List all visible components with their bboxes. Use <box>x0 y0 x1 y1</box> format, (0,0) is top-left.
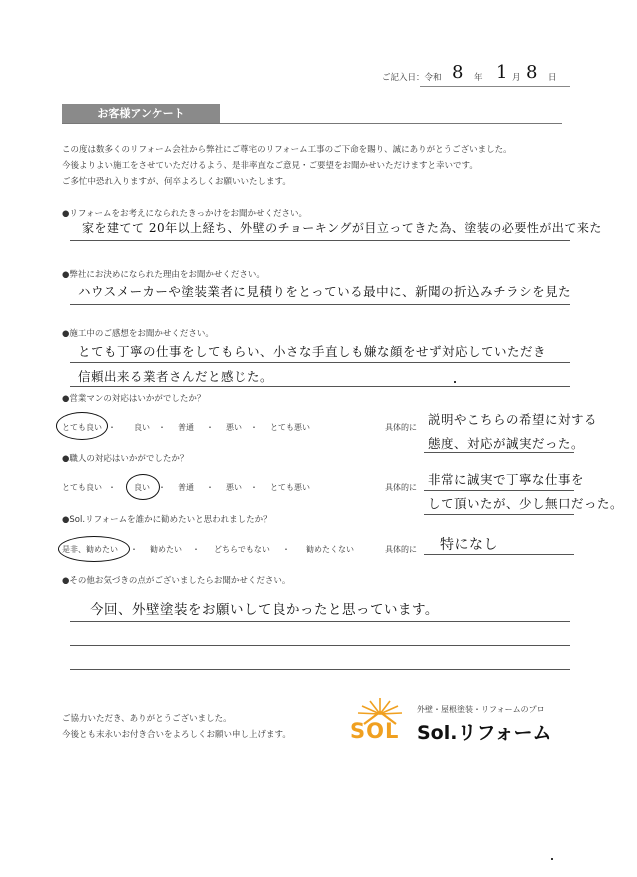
q3-answer-line-1: とても丁寧の仕事をしてもらい、小さな手直しも嫌な顔をせず対応していただき <box>78 344 547 359</box>
q6-option-neutral[interactable]: どちらでもない <box>214 545 270 554</box>
survey-header <box>62 104 562 124</box>
q4-label: ●営業マンの対応はいかがでしたか？ <box>62 394 206 404</box>
date-prefix: ご記入日：令和 <box>382 73 442 83</box>
q1-underline <box>70 240 570 241</box>
q5-option-very-bad[interactable]: とても悪い <box>270 483 310 492</box>
q2-answer: ハウスメーカーや塗装業者に見積りをとっている最中に、新聞の折込みチラシを見た <box>78 284 572 299</box>
logo-company-name: Sol.リフォーム <box>417 722 552 744</box>
q2-underline <box>70 304 570 305</box>
q5-detail-label: 具体的に <box>385 483 417 492</box>
q6-detail-label: 具体的に <box>385 545 417 554</box>
q5-detail-underline-2 <box>424 514 574 515</box>
q7-underline-1 <box>70 621 570 622</box>
q5-option-very-good[interactable]: とても良い <box>62 483 102 492</box>
stray-mark <box>454 381 456 383</box>
intro-line-3: ご多忙中恐れ入りますが、何卒よろしくお願いいたします。 <box>62 177 291 187</box>
intro-line-2: 今後よりよい施工をさせていただけるよう、是非率直なご意見・ご要望をお聞かせいただけますと幸いです。 <box>62 161 478 171</box>
footer-line-1: ご協力いただき、ありがとうございました。 <box>62 714 232 724</box>
q4-option-good[interactable]: 良い <box>134 423 150 432</box>
q5-selected-circle <box>126 474 160 500</box>
footer-line-2: 今後とも末永いお付き合いをよろしくお願い申し上げます。 <box>62 730 291 740</box>
q1-answer: 家を建てて 20年以上経ち、外壁のチョーキングが目立ってきた為、塗装の必要性が出て来た <box>82 221 602 235</box>
q4-detail-line-1: 説明やこちらの希望に対する <box>428 412 598 427</box>
q4-option-very-good[interactable]: とても良い <box>62 423 102 432</box>
survey-title: お客様アンケート <box>62 104 220 124</box>
q4-detail-line-2: 態度、対応が誠実だった。 <box>428 436 585 451</box>
q3-underline-1 <box>70 362 570 363</box>
q7-underline-3 <box>70 669 570 670</box>
q4-option-average[interactable]: 普通 <box>178 423 194 432</box>
q2-label: ●弊社にお決めになられた理由をお聞かせください。 <box>62 270 265 280</box>
q4-detail-underline <box>424 452 574 453</box>
date-year-unit: 年 <box>474 73 483 83</box>
q4-option-bad[interactable]: 悪い <box>226 423 242 432</box>
q5-detail-line-2: して頂いたが、少し無口だった。 <box>428 496 624 511</box>
q4-detail-label: 具体的に <box>385 423 417 432</box>
q7-underline-2 <box>70 645 570 646</box>
sol-logo-mark: SOL <box>350 719 400 743</box>
stray-mark <box>551 858 553 860</box>
q5-detail-underline-1 <box>424 490 574 491</box>
date-underline <box>420 86 570 87</box>
q1-label: ●リフォームをお考えになられたきっかけをお聞かせください。 <box>62 209 307 219</box>
q5-detail-line-1: 非常に誠実で丁寧な仕事を <box>428 472 585 487</box>
logo-tagline: 外壁・屋根塗装・リフォームのプロ <box>417 705 545 714</box>
q3-answer-line-2: 信頼出来る業者さんだと感じた。 <box>78 369 274 384</box>
q3-underline-2 <box>70 386 570 387</box>
q6-detail: 特になし <box>440 537 498 553</box>
date-month: 1 <box>496 62 508 83</box>
intro-line-1: この度は数多くのリフォーム会社から弊社にご尊宅のリフォーム工事のご下命を賜り、誠にありがとうございました。 <box>62 145 512 155</box>
q7-answer: 今回、外壁塗装をお願いして良かったと思っています。 <box>90 602 439 618</box>
q5-option-bad[interactable]: 悪い <box>226 483 242 492</box>
q7-label: ●その他お気づきの点がございましたらお聞かせください。 <box>62 576 291 586</box>
q5-label: ●職人の対応はいかがでしたか？ <box>62 454 189 464</box>
date-day: 8 <box>526 62 538 83</box>
q5-option-average[interactable]: 普通 <box>178 483 194 492</box>
header-divider <box>62 123 562 124</box>
q6-option-not-recommend[interactable]: 勧めたくない <box>306 545 354 554</box>
q6-label: ●Sol.リフォームを誰かに勧めたいと思われましたか？ <box>62 515 272 525</box>
date-year: 8 <box>452 62 464 83</box>
date-month-unit: 月 <box>512 73 521 83</box>
q6-option-definitely[interactable]: 是非、勧めたい <box>62 545 118 554</box>
date-day-unit: 日 <box>548 73 557 83</box>
q6-detail-underline <box>424 554 574 555</box>
q6-option-recommend[interactable]: 勧めたい <box>150 545 182 554</box>
q3-label: ●施工中のご感想をお聞かせください。 <box>62 329 214 339</box>
q4-selected-circle <box>56 412 108 440</box>
q5-option-good[interactable]: 良い <box>134 483 150 492</box>
q4-option-very-bad[interactable]: とても悪い <box>270 423 310 432</box>
q6-selected-circle <box>58 536 130 562</box>
